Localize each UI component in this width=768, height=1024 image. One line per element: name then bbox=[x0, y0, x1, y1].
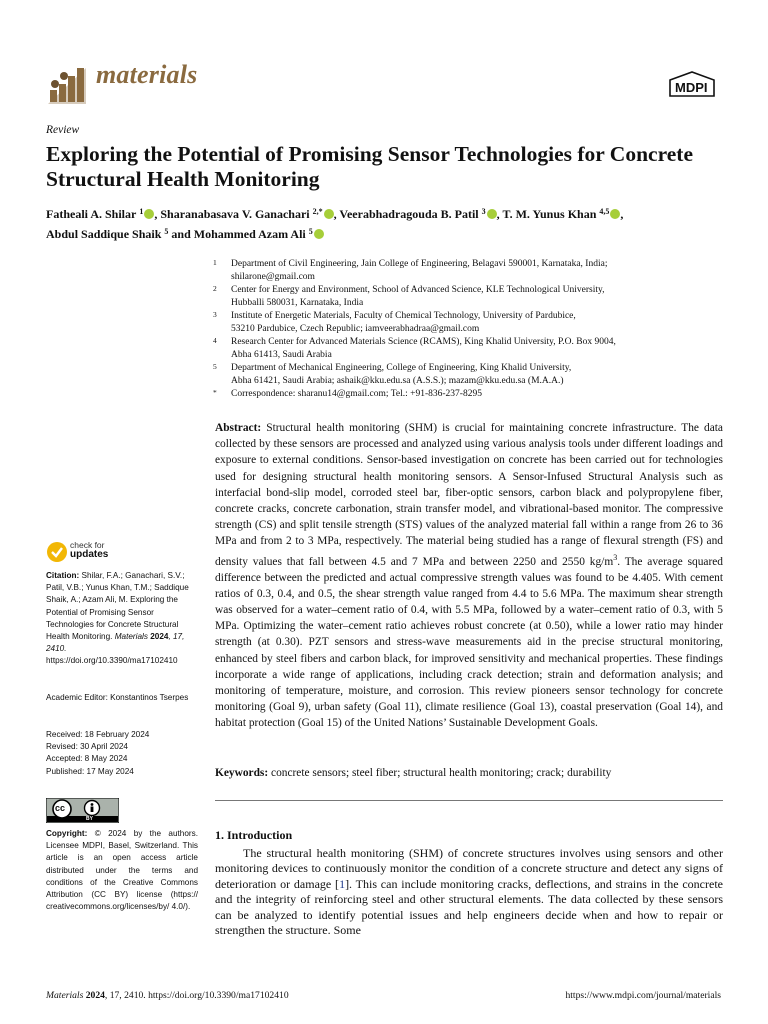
check-updates-line2: updates bbox=[70, 549, 109, 560]
affiliation-item bbox=[213, 258, 723, 284]
citation-doi-link[interactable]: https://doi.org/10.3390/ma17102410 bbox=[46, 656, 178, 666]
citation-year: 2024 bbox=[150, 632, 169, 642]
affiliation-line[interactable]: shilarone@gmail.com bbox=[231, 272, 315, 282]
affiliation-number: * bbox=[213, 388, 217, 397]
author-name[interactable]: T. M. Yunus Khan bbox=[502, 207, 597, 221]
publisher-logo[interactable] bbox=[666, 70, 718, 100]
affiliation-line: Hubballi 580031, Karnataka, India bbox=[231, 298, 364, 308]
abstract-label: Abstract: bbox=[215, 422, 262, 434]
affiliation-number: 2 bbox=[213, 284, 217, 293]
author-affiliation-sup: 2,* bbox=[312, 207, 323, 216]
author-affiliation-sup: 5 bbox=[308, 227, 313, 236]
citation-label: Citation: bbox=[46, 571, 80, 580]
journal-name: materials bbox=[96, 60, 198, 89]
intro-text-continued: ]. This can include monitoring cracks, deflections, and strains in the concrete and the integrity of reinforcing steel and other structural elements. The data collected by these sensors can be analyzed to identify potential issues and help engineers decide when and how to repair or strengthen the structure. Some bbox=[215, 876, 723, 938]
section-divider bbox=[215, 800, 723, 801]
publisher-name: MDPI bbox=[675, 80, 708, 95]
abstract bbox=[215, 420, 723, 732]
affiliation-number: 5 bbox=[213, 362, 217, 371]
keywords-text: concrete sensors; steel fiber; structural health monitoring; crack; durability bbox=[271, 767, 612, 779]
affiliation-line: Research Center for Advanced Materials Science (RCAMS), King Khalid University, P.O. Box 9004, bbox=[231, 337, 616, 347]
affiliation-item bbox=[213, 284, 723, 310]
citation-text: Shilar, F.A.; Ganachari, S.V.; Patil, V.B.; Yunus Khan, T.M.; Saddique Shaik, A.; Azam Ali, M. Exploring the Potential of Promising Sensor Technologies for Concrete Structural Health Monitoring. bbox=[46, 571, 189, 642]
affiliation-line: Abha 61413, Saudi Arabia bbox=[231, 350, 332, 360]
check-updates-line1: check for bbox=[70, 540, 105, 550]
author-affiliation-sup: 3 bbox=[481, 207, 486, 216]
journal-logo-icon bbox=[46, 60, 88, 104]
citation-link[interactable]: 1 bbox=[339, 876, 346, 891]
affiliation-item bbox=[213, 310, 723, 336]
article-type: Review bbox=[46, 124, 80, 136]
orcid-icon[interactable] bbox=[314, 229, 324, 239]
correspondence-line[interactable]: Correspondence: sharanu14@gmail.com; Tel.: +91-836-237-8295 bbox=[231, 389, 482, 399]
orcid-icon[interactable] bbox=[610, 209, 620, 219]
keywords-label: Keywords: bbox=[215, 767, 269, 779]
footer-journal-url[interactable]: https://www.mdpi.com/journal/materials bbox=[565, 990, 721, 1001]
date-published: Published: 17 May 2024 bbox=[46, 766, 134, 776]
author-name[interactable]: Abdul Saddique Shaik bbox=[46, 227, 162, 241]
date-revised: Revised: 30 April 2024 bbox=[46, 742, 128, 752]
orcid-icon[interactable] bbox=[324, 209, 334, 219]
affiliation-number: 4 bbox=[213, 336, 217, 345]
academic-editor: Academic Editor: Konstantinos Tserpes bbox=[46, 693, 189, 702]
check-updates-label bbox=[70, 541, 108, 559]
affiliations bbox=[213, 258, 723, 401]
affiliation-number: 3 bbox=[213, 310, 217, 319]
author-affiliation-sup: 5 bbox=[164, 227, 169, 236]
footer-citation bbox=[46, 990, 289, 1001]
abstract-text: Structural health monitoring (SHM) is crucial for maintaining concrete infrastructure. The data collected by these sensors are processed and analyzed using various analysis tools under different loadings and exposure to external conditions. Sensor-based investigation on concrete has been carried out for technologies used for designing structural health monitoring sensors. A Sensor-Infused Structural Analysis such as interfacial bond-slip model, corroded steel bar, fiber-optic sensors, carbon black and polypropylene fiber, concrete cracks, concrete carbonation, strain transfer model, and vibrational-based monitor. The compressive strength (CS) and split tensile strength (STS) values of the analyzed material fall within a range from 26 to 36 MPa and from 2 to 3 MPa, respectively. The material being studied has a range of flexural strength (FS) and density values that fall between 4.5 and 7 MPa and between 2250 and 2550 kg/m bbox=[215, 422, 723, 568]
affiliation-line: Department of Mechanical Engineering, College of Engineering, King Khalid University, bbox=[231, 363, 572, 373]
check-updates-icon bbox=[46, 541, 68, 563]
author-affiliation-sup: 1 bbox=[139, 207, 144, 216]
keywords bbox=[215, 767, 723, 779]
author-name[interactable]: Fatheali A. Shilar bbox=[46, 207, 137, 221]
orcid-icon[interactable] bbox=[487, 209, 497, 219]
affiliation-number: 1 bbox=[213, 258, 217, 267]
introduction-body bbox=[215, 846, 723, 938]
affiliation-item bbox=[213, 362, 723, 388]
intro-text: The structural health monitoring (SHM) of concrete structures involves using sensors and other monitoring devices to continuously monitor the condition of a concrete structure and detect any signs of deterioration or damage [ bbox=[215, 846, 723, 891]
article-title: Exploring the Potential of Promising Sensor Technologies for Concrete Structural Health Monitoring bbox=[46, 142, 693, 191]
affiliation-line: Institute of Energetic Materials, Faculty of Chemical Technology, University of Pardubice, bbox=[231, 311, 576, 321]
affiliation-line: Center for Energy and Environment, School of Advanced Science, KLE Technological University, bbox=[231, 285, 605, 295]
author-name[interactable]: Sharanabasava V. Ganachari bbox=[160, 207, 310, 221]
author-affiliation-sup: 4,5 bbox=[599, 207, 610, 216]
publication-dates bbox=[46, 729, 196, 778]
footer-year: 2024 bbox=[85, 990, 105, 1001]
footer-doi[interactable]: , 17, 2410. https://doi.org/10.3390/ma17102410 bbox=[104, 990, 289, 1001]
affiliation-line[interactable]: Abha 61421, Saudi Arabia; ashaik@kku.edu.sa (A.S.S.); mazam@kku.edu.sa (M.A.A.) bbox=[231, 376, 564, 386]
author-name[interactable]: Veerabhadragouda B. Patil bbox=[339, 207, 479, 221]
citation-volume: , 17, 2410. bbox=[46, 632, 185, 654]
citation-journal: Materials bbox=[114, 632, 148, 642]
author-list: Fatheali A. Shilar $^1$ , Sharanabasava V. Ganachari $^{2,*}$ , Veerabhadragouda B. Patil $^3$ , T. M. Yunus Khan $^{4,5}$ , Abdul Saddique Shaik $^5$ and Mohammed Azam Ali $^5$ bbox=[46, 207, 624, 241]
affiliation-line: Department of Civil Engineering, Jain College of Engineering, Belagavi 590001, Karnataka, India; bbox=[231, 259, 608, 269]
section-heading: 1. Introduction bbox=[215, 828, 293, 842]
author-name[interactable]: Mohammed Azam Ali bbox=[193, 227, 306, 241]
copyright-notice bbox=[46, 828, 198, 913]
date-accepted: Accepted: 8 May 2024 bbox=[46, 754, 128, 764]
correspondence bbox=[213, 388, 723, 401]
cc-label: cc bbox=[55, 803, 66, 813]
copyright-label: Copyright: bbox=[46, 829, 88, 838]
footer-journal: Materials bbox=[46, 990, 84, 1001]
orcid-icon[interactable] bbox=[144, 209, 154, 219]
affiliation-line[interactable]: 53210 Pardubice, Czech Republic; iamveerabhadraa@gmail.com bbox=[231, 324, 480, 334]
cc-by-license-badge[interactable] bbox=[46, 798, 119, 823]
abstract-text-continued: . The average squared difference between the predicted and actual compressive strength values was found to be 4.405. With cement ratios of 0.3, 0.4, and 0.5, the shear strength value ranged from 4.4 to 5.6 MPa. The maximum shear strength was observed for a water–cement ratio of 0.4, with 5.5 MPa, followed by a water–cement ratio of 0.3, with 5 MPa. Optimizing the water–cement ratio achieves robust concrete (at 0.50), while a lower ratio may hinder strength (at 0.30). PZT sensors and stress-wave measurements aid in the precise structural monitoring, enhanced by steel fibers and carbon black, for improved sensitivity and mechanical properties. These findings incorporate a wide range of applications, including crack detection; strain and deformation analysis; and monitoring of temperature, moisture, and corrosion. This review pioneers sensor technology for concrete monitoring (Goal 9), urban safety (Goal 11), climate resilience (Goal 13), coastal preservation (Goal 14), and habitat protection (Goal 15) of the United Nations’ Sustainable Development Goals. bbox=[215, 555, 723, 730]
citation-block bbox=[46, 570, 196, 668]
copyright-text: © 2024 by the authors. Licensee MDPI, Basel, Switzerland. This article is an open access article distributed under the terms and conditions of the Creative Commons Attribution (CC BY) license (https:// creativecommons.org/licenses/by/ 4.0/). bbox=[46, 829, 198, 912]
affiliation-item bbox=[213, 336, 723, 362]
date-received: Received: 18 February 2024 bbox=[46, 730, 150, 739]
by-label: BY bbox=[86, 815, 93, 822]
unit-superscript: 3 bbox=[613, 552, 618, 562]
